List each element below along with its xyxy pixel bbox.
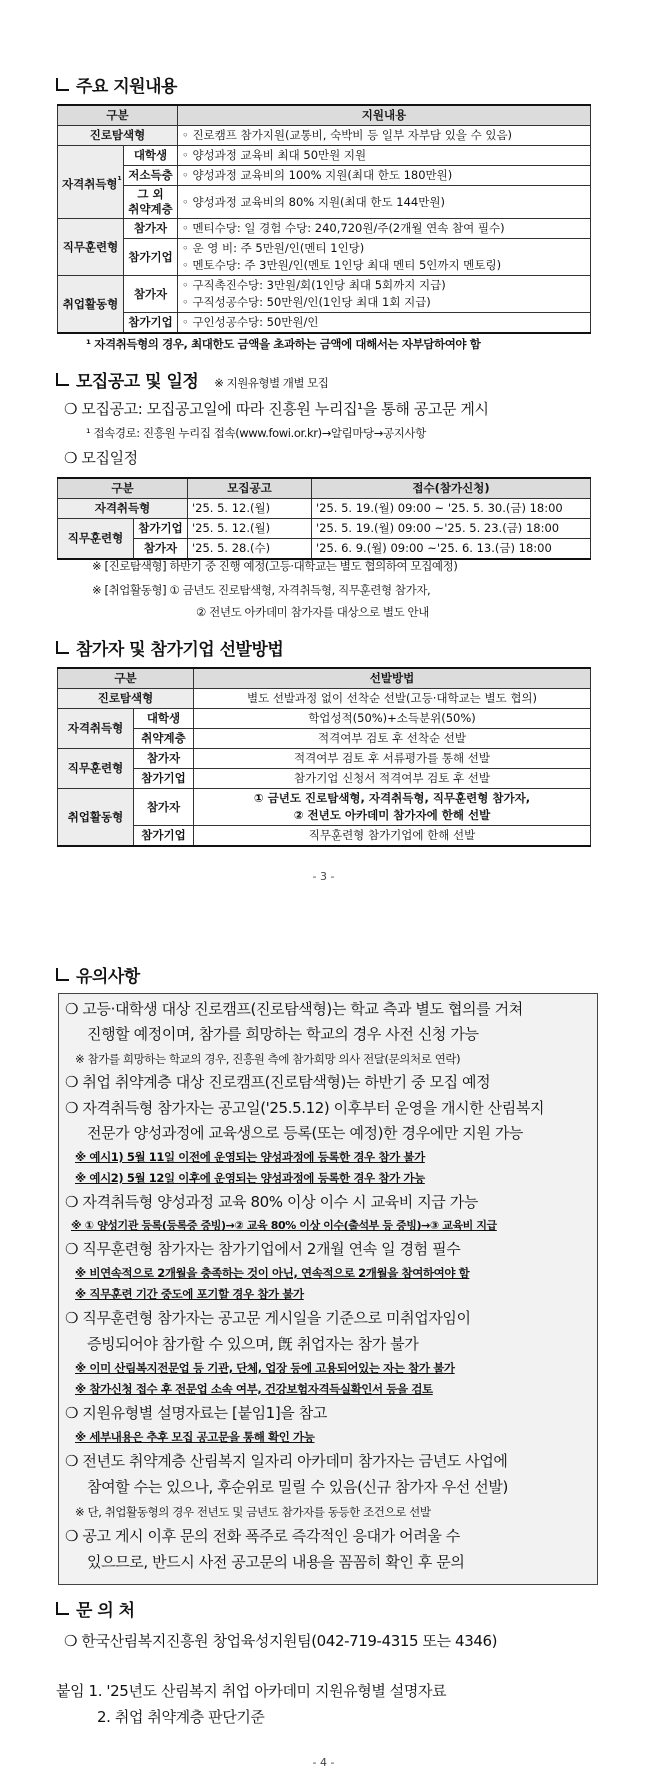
apply-period: '25. 6. 9.(월) 09:00 ~'25. 6. 13.(금) 18:00	[312, 539, 591, 560]
caution-box	[58, 993, 598, 1585]
sub-cell: 참가기업	[134, 519, 188, 539]
method-cell: 직무훈련형 참가기업에 한해 선발	[194, 826, 591, 847]
sub-cell: 참가기업	[134, 769, 194, 789]
caution-note: ※ 직무훈련 기간 중도에 포기할 경우 참가 불가	[75, 1287, 304, 1301]
sub-cell: 취약계층	[134, 729, 194, 749]
type-cell: 진로탐색형	[58, 126, 178, 146]
method-cell: 참가기업 신청서 적격여부 검토 후 선발	[194, 769, 591, 789]
type-cell: 취업활동형	[58, 789, 134, 847]
section-title-caution: 유의사항	[56, 962, 140, 987]
sub-cell: 참가기업	[134, 826, 194, 847]
table-header: 지원내용	[178, 105, 591, 126]
caution-item: ❍ 공고 게시 이후 문의 전화 폭주로 즉각적인 응대가 어려울 수	[65, 1527, 460, 1545]
table-header: 구분	[58, 668, 194, 689]
schedule-note: ② 전년도 아카데미 참가자를 대상으로 별도 안내	[196, 605, 429, 619]
contact-info: ❍ 한국산림복지진흥원 창업육성지원팀(042-719-4315 또는 4346)	[64, 1632, 498, 1650]
caution-item: 증빙되어야 참가할 수 있으며, 旣 취업자는 참가 불가	[87, 1335, 419, 1353]
table-header: 모집공고	[188, 478, 312, 499]
page-number: - 4 -	[312, 1756, 335, 1769]
type-cell: 자격취득형$^{^1}$	[58, 146, 124, 219]
type-cell: 직무훈련형	[58, 749, 134, 789]
type-cell: 직무훈련형	[58, 219, 124, 276]
sub-cell: 그 외 취약계층	[124, 186, 178, 219]
content-cell: ◦ 구인성공수당: 50만원/인	[178, 313, 591, 334]
caution-note: ※ 예시1) 5월 11일 이전에 운영되는 양성과정에 등록한 경우 참가 불가	[75, 1150, 425, 1164]
method-cell: 별도 선발과정 없이 선착순 선발(고등·대학교는 별도 협의)	[194, 689, 591, 709]
caution-item: 진행할 예정이며, 참가를 희망하는 학교의 경우 사전 신청 가능	[87, 1025, 479, 1043]
content-cell: ◦ 양성과정 교육비의 80% 지원(최대 한도 144만원)	[178, 186, 591, 219]
apply-period: '25. 5. 19.(월) 09:00 ~'25. 5. 23.(금) 18:00	[312, 519, 591, 539]
sub-cell: 참가기업	[124, 239, 178, 276]
section-title-support: 주요 지원내용	[56, 72, 177, 97]
table-header: 접수(참가신청)	[312, 478, 591, 499]
attachment-1: 붙임 1. '25년도 산림복지 취업 아카데미 지원유형별 설명자료	[56, 1682, 447, 1700]
caution-note: ※ 단, 취업활동형의 경우 전년도 및 금년도 참가자를 동등한 조건으로 선발	[75, 1505, 431, 1519]
table-header: 구분	[58, 478, 188, 499]
method-cell: ① 금년도 진로탐색형, 자격취득형, 직무훈련형 참가자, ② 전년도 아카데미 참가자에 한해 선발	[194, 789, 591, 826]
notice-date: '25. 5. 12.(월)	[188, 499, 312, 519]
caution-item: 전문가 양성과정에 교육생으로 등록(또는 예정)한 경우에만 지원 가능	[87, 1124, 524, 1142]
caution-item: ❍ 자격취득형 참가자는 공고일('25.5.12) 이후부터 운영을 개시한 산림복지	[65, 1099, 545, 1117]
caution-item: ❍ 전년도 취약계층 산림복지 일자리 아카데미 참가자는 금년도 사업에	[65, 1452, 508, 1470]
sub-cell: 참가자	[134, 789, 194, 826]
sub-cell: 저소득층	[124, 166, 178, 186]
section-title-recruit: 모집공고 및 일정 ※ 지원유형별 개별 모집	[56, 367, 328, 392]
sub-cell: 참가기업	[124, 313, 178, 334]
section-title-contact: 문 의 처	[56, 1596, 135, 1621]
content-cell: ◦ 양성과정 교육비 최대 50만원 지원	[178, 146, 591, 166]
content-cell: ◦ 진로캠프 참가지원(교통비, 숙박비 등 일부 자부담 있을 수 있음)	[178, 126, 591, 146]
caution-item: ❍ 고등·대학생 대상 진로캠프(진로탐색형)는 학교 측과 별도 협의를 거쳐	[65, 1000, 523, 1018]
content-cell: ◦ 멘티수당: 일 경험 수당: 240,720원/주(2개월 연속 참여 필수)	[178, 219, 591, 239]
section-title-select: 참가자 및 참가기업 선발방법	[56, 635, 283, 660]
sub-cell: 참가자	[134, 539, 188, 560]
content-cell: ◦ 운 영 비: 주 5만원/인(멘티 1인당) ◦ 멘토수당: 주 3만원/인(멘토 1인당 최대 멘티 5인까지 멘토링)	[178, 239, 591, 276]
type-cell: 자격취득형	[58, 499, 188, 519]
caution-note: ※ 참가신청 접수 후 전문업 소속 여부, 건강보험자격득실확인서 등을 검토	[75, 1382, 433, 1396]
recruit-path: ¹ 접속경로: 진흥원 누리집 접속(www.fowi.or.kr)→알림마당→공지사항	[86, 426, 426, 440]
caution-item: ❍ 자격취득형 양성과정 교육 80% 이상 이수 시 교육비 지급 가능	[65, 1193, 478, 1211]
attachment-2: 2. 취업 취약계층 판단기준	[97, 1708, 265, 1726]
sub-cell: 참가자	[124, 219, 178, 239]
caution-item: ❍ 직무훈련형 참가자는 참가기업에서 2개월 연속 일 경험 필수	[65, 1240, 461, 1258]
method-cell: 학업성적(50%)+소득분위(50%)	[194, 709, 591, 729]
schedule-note: ※ [취업활동형] ① 금년도 진로탐색형, 자격취득형, 직무훈련형 참가자,	[92, 583, 431, 597]
schedule-table	[57, 477, 591, 560]
sub-cell: 대학생	[124, 146, 178, 166]
caution-note: ※ 참가를 희망하는 학교의 경우, 진흥원 측에 참가희망 의사 전달(문의처로 연락)	[75, 1052, 461, 1066]
sub-cell: 참가자	[124, 276, 178, 313]
type-cell: 직무훈련형	[58, 519, 134, 560]
recruit-notice: ❍ 모집공고: 모집공고일에 따라 진흥원 누리집¹을 통해 공고문 게시	[64, 400, 489, 418]
table-header: 구분	[58, 105, 178, 126]
selection-table	[57, 667, 591, 847]
schedule-title: ❍ 모집일정	[64, 449, 138, 467]
notice-date: '25. 5. 28.(수)	[188, 539, 312, 560]
caution-note: ※ 세부내용은 추후 모집 공고문을 통해 확인 가능	[75, 1430, 315, 1444]
type-cell: 자격취득형	[58, 709, 134, 749]
caution-item: 참여할 수는 있으나, 후순위로 밀릴 수 있음(신규 참가자 우선 선발)	[87, 1478, 508, 1496]
support-table	[57, 104, 591, 334]
table-header: 선발방법	[194, 668, 591, 689]
type-cell: 취업활동형	[58, 276, 124, 334]
support-footnote: ¹ 자격취득형의 경우, 최대한도 금액을 초과하는 금액에 대해서는 자부담하여야 함	[86, 337, 481, 351]
type-cell: 진로탐색형	[58, 689, 194, 709]
caution-item: ❍ 직무훈련형 참가자는 공고문 게시일을 기준으로 미취업자임이	[65, 1309, 471, 1327]
sub-cell: 참가자	[134, 749, 194, 769]
method-cell: 적격여부 검토 후 선착순 선발	[194, 729, 591, 749]
caution-item: ❍ 취업 취약계층 대상 진로캠프(진로탐색형)는 하반기 중 모집 예정	[65, 1073, 491, 1091]
sub-cell: 대학생	[134, 709, 194, 729]
caution-item: ❍ 지원유형별 설명자료는 [붙임1]을 참고	[65, 1404, 327, 1422]
caution-note: ※ ① 양성기관 등록(등록증 증빙)→② 교육 80% 이상 이수(출석부 등 증빙)→③ 교육비 지급	[71, 1219, 497, 1232]
page-number: - 3 -	[312, 870, 335, 883]
caution-item: 있으므로, 반드시 사전 공고문의 내용을 꼼꼼히 확인 후 문의	[87, 1553, 465, 1571]
notice-date: '25. 5. 12.(월)	[188, 519, 312, 539]
caution-note: ※ 예시2) 5월 12일 이후에 운영되는 양성과정에 등록한 경우 참가 가능	[75, 1171, 425, 1185]
apply-period: '25. 5. 19.(월) 09:00 ~ '25. 5. 30.(금) 18:00	[312, 499, 591, 519]
content-cell: ◦ 구직촉진수당: 3만원/회(1인당 최대 5회까지 지급) ◦ 구직성공수당: 50만원/인(1인당 최대 1회 지급)	[178, 276, 591, 313]
content-cell: ◦ 양성과정 교육비의 100% 지원(최대 한도 180만원)	[178, 166, 591, 186]
caution-note: ※ 이미 산림복지전문업 등 기관, 단체, 업장 등에 고용되어있는 자는 참가 불가	[75, 1361, 455, 1375]
method-cell: 적격여부 검토 후 서류평가를 통해 선발	[194, 749, 591, 769]
caution-note: ※ 비연속적으로 2개월을 충족하는 것이 아닌, 연속적으로 2개월을 참여하여야 함	[75, 1266, 470, 1280]
schedule-note: ※ [진로탐색형] 하반기 중 진행 예정(고등·대학교는 별도 협의하여 모집예정)	[92, 559, 458, 573]
